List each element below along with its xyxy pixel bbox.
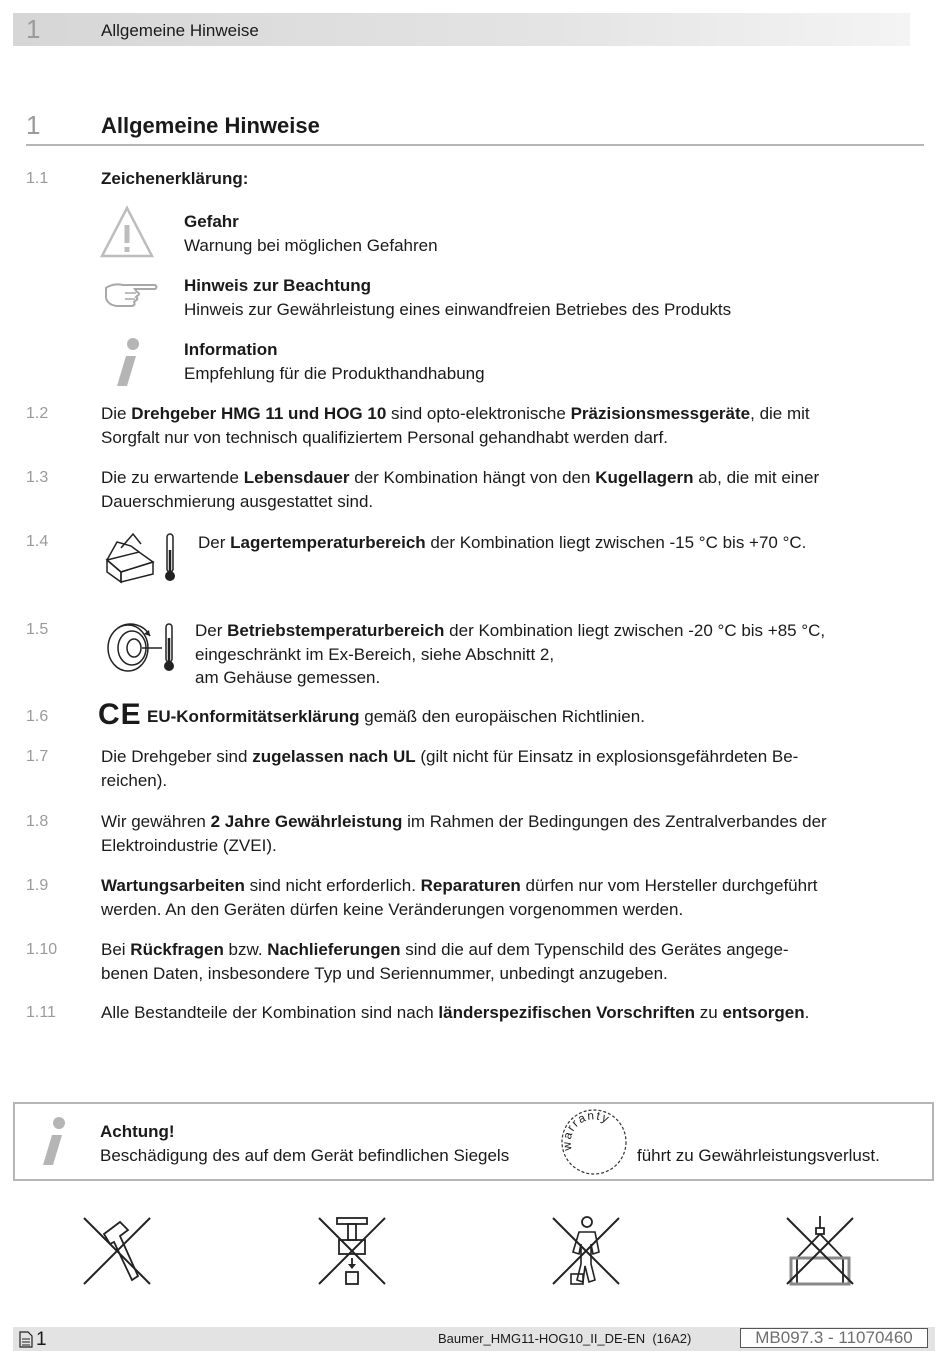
warranty-seal-label: warranty	[559, 1108, 613, 1152]
svg-text:warranty	[559, 1108, 612, 1152]
item-number-1-1: 1.1	[26, 170, 49, 187]
item-text-1-10: Bei Rückfragen bzw. Nachlieferungen sind die auf dem Typenschild des Gerätes angege- benen Daten, insbesondere Typ und Seriennummer, unbedingt anzugeben.	[101, 940, 789, 983]
section-divider	[26, 144, 924, 146]
legend-title-information: Information	[184, 340, 278, 359]
item-number-1-8: 1.8	[26, 813, 49, 830]
legend-desc-hinweis: Hinweis zur Gewährleistung eines einwandfreien Betriebes des Produkts	[184, 300, 732, 319]
section-number: 1	[26, 110, 41, 140]
item-text-1-2: Die Drehgeber HMG 11 und HOG 10 sind opto-elektronische Präzisionsmessgeräte, die mit Sorgfalt nur von technisch qualifiziertem Personal gehandhabt werden darf.	[101, 404, 810, 447]
item-number-1-6: 1.6	[26, 708, 49, 725]
document-code: MB097.3 - 11070460	[740, 1328, 928, 1348]
document-name: Baumer_HMG11-HOG10_II_DE-EN (16A2)	[438, 1331, 692, 1346]
item-text-1-7: Die Drehgeber sind zugelassen nach UL (gilt nicht für Einsatz in explosionsgefährdeten Be- reichen).	[101, 747, 799, 790]
item-text-1-5: Der Betriebstemperaturbereich der Kombination liegt zwischen -20 °C bis +85 °C, eingeschränkt im Ex-Bereich, siehe Abschnitt 2, am Gehäuse gemessen.	[195, 621, 826, 687]
item-text-1-11: Alle Bestandteile der Kombination sind nach länderspezifischen Vorschriften zu entsorgen.	[101, 1003, 810, 1022]
item-number-1-7: 1.7	[26, 748, 49, 765]
item-text-1-6: EU-Konformitätserklärung gemäß den europäischen Richtlinien.	[147, 707, 645, 726]
warning-triangle-icon	[100, 205, 154, 259]
no-lift-icon	[783, 1214, 857, 1288]
warranty-seal-icon	[558, 1106, 630, 1178]
storage-box-thermometer-icon	[103, 530, 183, 584]
item-number-1-5: 1.5	[26, 621, 49, 638]
no-hammer-icon	[80, 1214, 154, 1288]
ce-mark-icon: CE	[98, 698, 142, 731]
section-title: Allgemeine Hinweise	[101, 113, 320, 138]
no-step-icon	[549, 1214, 623, 1288]
item-number-1-9: 1.9	[26, 877, 49, 894]
notice-text-after: führt zu Gewährleistungsverlust.	[637, 1146, 880, 1165]
item-number-1-11: 1.11	[26, 1004, 56, 1021]
notice-text-before: Beschädigung des auf dem Gerät befindlichen Siegels	[100, 1146, 510, 1165]
no-force-icon	[315, 1214, 389, 1288]
item-number-1-4: 1.4	[26, 533, 49, 550]
operating-encoder-thermometer-icon	[102, 616, 182, 676]
legend-desc-information: Empfehlung für die Produkthandhabung	[184, 364, 485, 383]
item-text-1-8: Wir gewähren 2 Jahre Gewährleistung im Rahmen der Bedingungen des Zentralverbandes der Elektroindustrie (ZVEI).	[101, 812, 827, 855]
page-number: 1	[36, 1329, 47, 1350]
pointing-hand-icon	[103, 280, 159, 310]
item-text-1-9: Wartungsarbeiten sind nicht erforderlich. Reparaturen dürfen nur vom Hersteller durchgeführt werden. An den Geräten dürfen keine Veränderungen vorgenommen werden.	[101, 876, 818, 919]
page-document-icon	[19, 1331, 33, 1348]
item-number-1-3: 1.3	[26, 469, 49, 486]
notice-title: Achtung!	[100, 1122, 175, 1141]
information-icon	[112, 336, 144, 390]
legend-title-gefahr: Gefahr	[184, 212, 239, 231]
item-text-1-4: Der Lagertemperaturbereich der Kombination liegt zwischen -15 °C bis +70 °C.	[198, 533, 807, 552]
legend-title-hinweis: Hinweis zur Beachtung	[184, 276, 372, 295]
header-chapter-number: 1	[26, 14, 41, 44]
item-number-1-10: 1.10	[26, 941, 58, 958]
legend-desc-gefahr: Warnung bei möglichen Gefahren	[184, 236, 438, 255]
information-icon	[38, 1115, 70, 1169]
item-number-1-2: 1.2	[26, 405, 49, 422]
legend-heading: Zeichenerklärung:	[101, 169, 249, 188]
item-text-1-3: Die zu erwartende Lebensdauer der Kombination hängt von den Kugellagern ab, die mit einer Dauerschmierung ausgestattet sind.	[101, 468, 820, 511]
header-chapter-title: Allgemeine Hinweise	[101, 21, 259, 40]
